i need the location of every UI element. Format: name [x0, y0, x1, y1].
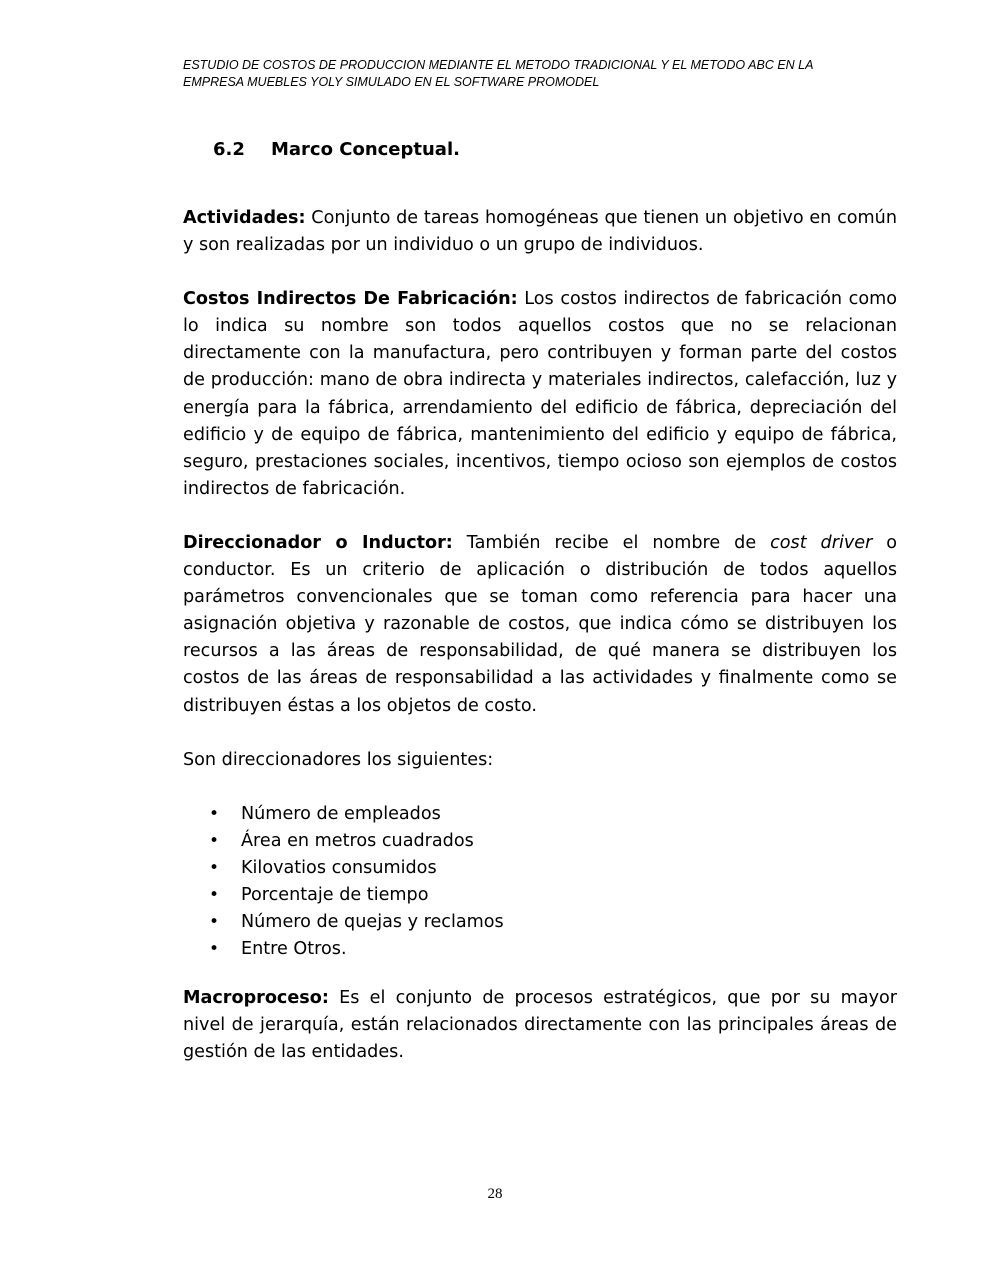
section-number: 6.2: [213, 139, 245, 160]
list-item: • Número de empleados: [183, 801, 897, 828]
list-intro: Son direccionadores los siguientes:: [183, 749, 494, 770]
bullet-icon: •: [209, 857, 220, 878]
list-item: • Kilovatios consumidos: [183, 855, 897, 882]
definition-text: o conductor. Es un criterio de aplicación o distribución de todos aquellos parámetros convencionales que se toman como referencia para hacer una asignación objetiva y razonable de costos, que indica cómo se distribuyen los recursos a las áreas de responsabilidad, de qué manera se distribuyen los costos de las áreas de responsabilidad a las actividades y finalmente como se distribuyen éstas a los objetos de costo.: [183, 532, 898, 716]
running-header: [183, 57, 883, 91]
definition-macroproceso: [183, 985, 897, 1066]
list-item: • Entre Otros.: [183, 936, 897, 963]
list-item: • Número de quejas y reclamos: [183, 909, 897, 936]
bullet-icon: •: [209, 939, 220, 960]
definition-direccionador: [183, 530, 897, 720]
definition-costos-indirectos: [183, 286, 897, 503]
term-direccionador: Direccionador o Inductor:: [183, 532, 453, 553]
definition-text: Es el conjunto de procesos estratégicos, que por su mayor nivel de jerarquía, están relacionados directamente con las principales áreas de gestión de las entidades.: [183, 988, 897, 1063]
definition-text: Conjunto de tareas homogéneas que tienen un objetivo en común y son realizadas por un individuo o un grupo de individuos.: [183, 208, 897, 256]
direccionadores-list: [183, 801, 897, 964]
term-macroproceso: Macroproceso:: [183, 988, 329, 1009]
list-item: • Porcentaje de tiempo: [183, 882, 897, 909]
definition-actividades: [183, 205, 897, 259]
section-title: Marco Conceptual.: [271, 139, 460, 160]
term-costos-indirectos: Costos Indirectos De Fabricación:: [183, 289, 518, 310]
term-actividades: Actividades:: [183, 208, 306, 228]
definition-text: También recibe el nombre de: [466, 532, 757, 553]
bullet-icon: •: [209, 803, 220, 824]
page-number: 28: [487, 1186, 503, 1202]
page-body: [183, 205, 897, 1094]
section-heading: [213, 139, 460, 160]
bullet-icon: •: [209, 830, 220, 851]
bullet-icon: •: [209, 912, 220, 933]
list-item: • Área en metros cuadrados: [183, 828, 897, 855]
cost-driver-term: cost driver: [770, 532, 873, 553]
definition-text: Los costos indirectos de fabricación como lo indica su nombre son todos aquellos costos que no se relacionan directamente con la manufactura, pero contribuyen y forman parte del costos de producción: mano de obra indirecta y materiales indirectos, calefacción, luz y energía para la fábrica, arrendamiento del edificio de fábrica, depreciación del edificio y de equipo de fábrica, mantenimiento del edificio y equipo de fábrica, seguro, prestaciones sociales, incentivos, tiempo ocioso son ejemplos de costos indirectos de fabricación.: [183, 289, 897, 499]
header-line-1: ESTUDIO DE COSTOS DE PRODUCCION MEDIANTE EL METODO TRADICIONAL Y EL METODO ABC EN LA: [183, 58, 814, 72]
bullet-icon: •: [209, 884, 220, 905]
header-line-2: EMPRESA MUEBLES YOLY SIMULADO EN EL SOFTWARE PROMODEL: [183, 75, 600, 89]
